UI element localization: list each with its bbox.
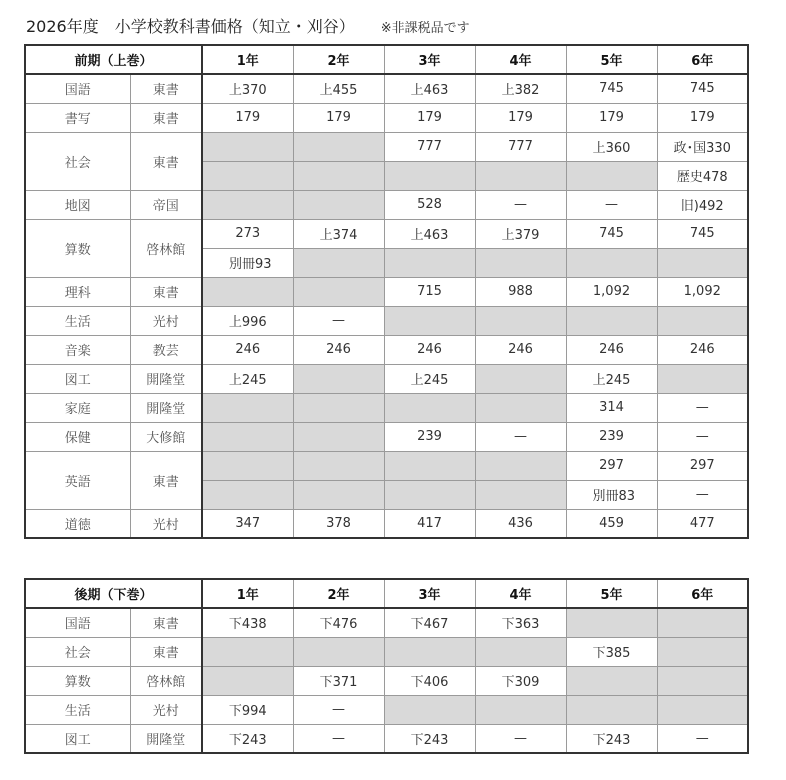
- grade-header: 1年: [202, 45, 293, 74]
- price-cell: [202, 666, 293, 695]
- table-row: [25, 666, 748, 695]
- grade-header: 2年: [293, 579, 384, 608]
- price-cell: 246: [475, 335, 566, 364]
- price-cell: 歴史478: [657, 161, 748, 190]
- price-cell: [384, 161, 475, 190]
- price-cell: [384, 480, 475, 509]
- table-row: [25, 724, 748, 753]
- price-cell: [293, 277, 384, 306]
- price-cell: —: [475, 422, 566, 451]
- price-cell: [566, 306, 657, 335]
- price-cell: [657, 248, 748, 277]
- price-cell: 179: [293, 103, 384, 132]
- price-cell: —: [657, 724, 748, 753]
- publisher-cell: 光村: [130, 695, 202, 724]
- price-cell: [202, 637, 293, 666]
- grade-header: 1年: [202, 579, 293, 608]
- price-cell: 政･国330: [657, 132, 748, 161]
- price-cell: [293, 422, 384, 451]
- table-row: [25, 190, 748, 219]
- price-cell: 下243: [566, 724, 657, 753]
- price-cell: [657, 666, 748, 695]
- price-cell: [384, 451, 475, 480]
- price-cell: [293, 190, 384, 219]
- page-title: [26, 14, 470, 40]
- subject-cell: 国語: [25, 74, 130, 103]
- table-row: [25, 74, 748, 103]
- price-cell: 777: [384, 132, 475, 161]
- price-cell: [202, 132, 293, 161]
- price-cell: 179: [566, 103, 657, 132]
- subject-cell: 図工: [25, 724, 130, 753]
- first-half-price-table: [24, 44, 749, 539]
- price-cell: 上996: [202, 306, 293, 335]
- price-cell: 旧)492: [657, 190, 748, 219]
- price-cell: 715: [384, 277, 475, 306]
- publisher-cell: 東書: [130, 637, 202, 666]
- price-cell: 下363: [475, 608, 566, 637]
- price-cell: 下371: [293, 666, 384, 695]
- subject-cell: 算数: [25, 666, 130, 695]
- title-text: 2026年度 小学校教科書価格（知立・刈谷）: [26, 17, 355, 36]
- grade-header: 6年: [657, 45, 748, 74]
- subject-cell: 家庭: [25, 393, 130, 422]
- table-row: [25, 608, 748, 637]
- subject-cell: 生活: [25, 695, 130, 724]
- publisher-cell: 光村: [130, 509, 202, 538]
- publisher-cell: 開隆堂: [130, 364, 202, 393]
- publisher-cell: 開隆堂: [130, 393, 202, 422]
- price-cell: 745: [566, 219, 657, 248]
- grade-header: 4年: [475, 579, 566, 608]
- price-cell: [293, 451, 384, 480]
- price-cell: 745: [566, 74, 657, 103]
- price-cell: 179: [475, 103, 566, 132]
- table-row: [25, 695, 748, 724]
- subject-cell: 音楽: [25, 335, 130, 364]
- price-cell: 上463: [384, 74, 475, 103]
- grade-header: 5年: [566, 579, 657, 608]
- price-cell: [384, 306, 475, 335]
- price-cell: 417: [384, 509, 475, 538]
- price-cell: 528: [384, 190, 475, 219]
- price-cell: 下476: [293, 608, 384, 637]
- publisher-cell: 東書: [130, 103, 202, 132]
- price-cell: [202, 480, 293, 509]
- price-cell: 下243: [202, 724, 293, 753]
- publisher-cell: 帝国: [130, 190, 202, 219]
- price-cell: 239: [384, 422, 475, 451]
- subject-cell: 保健: [25, 422, 130, 451]
- subject-cell: 書写: [25, 103, 130, 132]
- price-cell: [566, 666, 657, 695]
- price-cell: [293, 480, 384, 509]
- price-cell: 273: [202, 219, 293, 248]
- table-row: [25, 277, 748, 306]
- price-cell: 246: [293, 335, 384, 364]
- price-cell: 上379: [475, 219, 566, 248]
- price-cell: 別冊93: [202, 248, 293, 277]
- price-cell: 下467: [384, 608, 475, 637]
- price-cell: 上382: [475, 74, 566, 103]
- price-cell: —: [657, 393, 748, 422]
- header-row: [25, 579, 748, 608]
- price-cell: —: [657, 422, 748, 451]
- price-cell: 459: [566, 509, 657, 538]
- table-row: [25, 306, 748, 335]
- price-cell: —: [293, 695, 384, 724]
- table-row: [25, 509, 748, 538]
- price-cell: —: [475, 724, 566, 753]
- price-cell: 777: [475, 132, 566, 161]
- table-row: [25, 103, 748, 132]
- price-cell: [475, 480, 566, 509]
- price-cell: 314: [566, 393, 657, 422]
- price-cell: 378: [293, 509, 384, 538]
- table-row: [25, 219, 748, 248]
- price-cell: 179: [657, 103, 748, 132]
- price-cell: 上455: [293, 74, 384, 103]
- price-cell: [475, 248, 566, 277]
- price-cell: [384, 393, 475, 422]
- publisher-cell: 教芸: [130, 335, 202, 364]
- price-cell: 下406: [384, 666, 475, 695]
- publisher-cell: 東書: [130, 74, 202, 103]
- price-cell: 246: [566, 335, 657, 364]
- price-cell: [566, 695, 657, 724]
- subject-cell: 地図: [25, 190, 130, 219]
- price-cell: 347: [202, 509, 293, 538]
- subject-cell: 英語: [25, 451, 130, 509]
- price-cell: 下385: [566, 637, 657, 666]
- price-cell: [293, 248, 384, 277]
- subject-cell: 国語: [25, 608, 130, 637]
- price-cell: [293, 364, 384, 393]
- publisher-cell: 東書: [130, 132, 202, 190]
- price-cell: 246: [384, 335, 475, 364]
- publisher-cell: 啓林館: [130, 666, 202, 695]
- price-cell: [202, 393, 293, 422]
- subject-cell: 理科: [25, 277, 130, 306]
- price-cell: 179: [202, 103, 293, 132]
- price-cell: 1,092: [657, 277, 748, 306]
- price-cell: [475, 161, 566, 190]
- subject-cell: 図工: [25, 364, 130, 393]
- grade-header: 3年: [384, 45, 475, 74]
- price-cell: [202, 451, 293, 480]
- table-row: [25, 393, 748, 422]
- subject-cell: 算数: [25, 219, 130, 277]
- publisher-cell: 東書: [130, 608, 202, 637]
- second-half-price-table: [24, 578, 749, 754]
- publisher-cell: 大修館: [130, 422, 202, 451]
- price-cell: 436: [475, 509, 566, 538]
- price-cell: [293, 132, 384, 161]
- price-cell: 上245: [566, 364, 657, 393]
- price-cell: 上245: [384, 364, 475, 393]
- grade-header: 2年: [293, 45, 384, 74]
- price-cell: 297: [657, 451, 748, 480]
- subject-cell: 生活: [25, 306, 130, 335]
- price-cell: —: [293, 306, 384, 335]
- price-cell: [657, 695, 748, 724]
- subject-cell: 道徳: [25, 509, 130, 538]
- price-cell: 上245: [202, 364, 293, 393]
- price-cell: [293, 393, 384, 422]
- subject-cell: 社会: [25, 132, 130, 190]
- section-header: 後期（下巻）: [25, 579, 202, 608]
- price-cell: [657, 364, 748, 393]
- price-cell: 上374: [293, 219, 384, 248]
- price-cell: —: [566, 190, 657, 219]
- price-cell: —: [475, 190, 566, 219]
- price-cell: 下309: [475, 666, 566, 695]
- price-cell: —: [657, 480, 748, 509]
- price-cell: [202, 190, 293, 219]
- price-cell: [475, 695, 566, 724]
- price-cell: [475, 393, 566, 422]
- section-header: 前期（上巻）: [25, 45, 202, 74]
- publisher-cell: 東書: [130, 451, 202, 509]
- price-cell: 上370: [202, 74, 293, 103]
- price-cell: [293, 161, 384, 190]
- price-cell: [475, 637, 566, 666]
- price-cell: [384, 637, 475, 666]
- price-cell: [657, 306, 748, 335]
- table-row: [25, 132, 748, 161]
- price-cell: [566, 161, 657, 190]
- price-cell: 上360: [566, 132, 657, 161]
- publisher-cell: 開隆堂: [130, 724, 202, 753]
- tax-note: ※非課税品です: [380, 21, 470, 36]
- price-cell: 下438: [202, 608, 293, 637]
- price-cell: 別冊83: [566, 480, 657, 509]
- price-cell: —: [293, 724, 384, 753]
- subject-cell: 社会: [25, 637, 130, 666]
- price-cell: [293, 637, 384, 666]
- price-cell: 下994: [202, 695, 293, 724]
- price-cell: [384, 695, 475, 724]
- price-cell: 745: [657, 74, 748, 103]
- grade-header: 3年: [384, 579, 475, 608]
- publisher-cell: 啓林館: [130, 219, 202, 277]
- publisher-cell: 東書: [130, 277, 202, 306]
- publisher-cell: 光村: [130, 306, 202, 335]
- price-cell: [202, 422, 293, 451]
- table-row: [25, 637, 748, 666]
- price-cell: 246: [202, 335, 293, 364]
- price-cell: [202, 277, 293, 306]
- price-cell: 上463: [384, 219, 475, 248]
- table-row: [25, 335, 748, 364]
- table-row: [25, 422, 748, 451]
- price-cell: 745: [657, 219, 748, 248]
- price-cell: 1,092: [566, 277, 657, 306]
- price-cell: 297: [566, 451, 657, 480]
- price-cell: 179: [384, 103, 475, 132]
- price-cell: [566, 608, 657, 637]
- price-cell: 246: [657, 335, 748, 364]
- price-cell: [202, 161, 293, 190]
- price-cell: [475, 451, 566, 480]
- price-cell: 239: [566, 422, 657, 451]
- table-row: [25, 364, 748, 393]
- price-cell: [475, 306, 566, 335]
- price-cell: [657, 637, 748, 666]
- header-row: [25, 45, 748, 74]
- price-cell: [657, 608, 748, 637]
- price-cell: [566, 248, 657, 277]
- price-cell: 988: [475, 277, 566, 306]
- grade-header: 4年: [475, 45, 566, 74]
- table-row: [25, 451, 748, 480]
- grade-header: 6年: [657, 579, 748, 608]
- grade-header: 5年: [566, 45, 657, 74]
- price-cell: [384, 248, 475, 277]
- price-cell: [475, 364, 566, 393]
- price-cell: 下243: [384, 724, 475, 753]
- price-cell: 477: [657, 509, 748, 538]
